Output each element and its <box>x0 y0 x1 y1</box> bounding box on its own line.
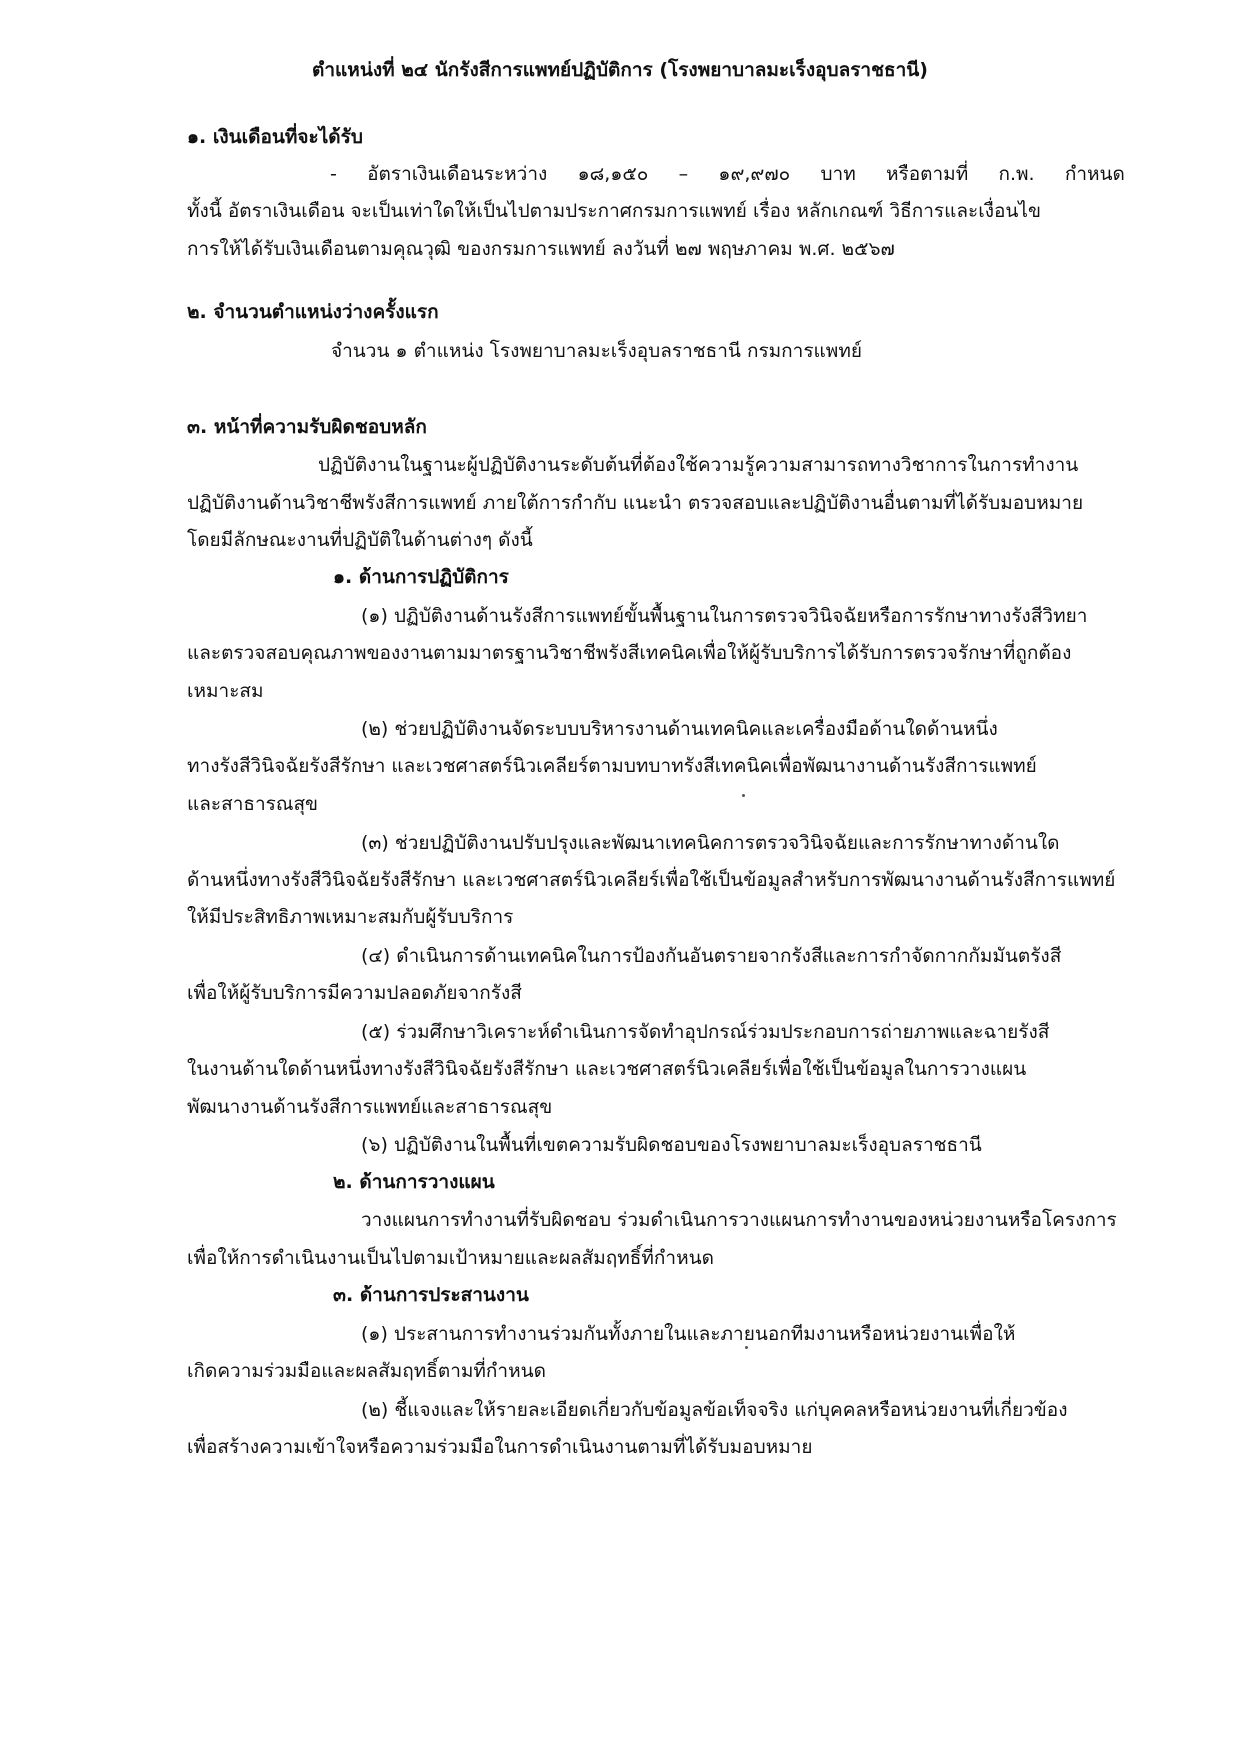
coordination-item: (๒) ชี้แจงและให้รายละเอียดเกี่ยวกับข้อมูลข้อเท็จจริง แก่บุคคลหรือหน่วยงานที่เกี่ยวข้อง <box>361 1399 1068 1421</box>
scan-speck <box>742 794 745 797</box>
operations-item: ในงานด้านใดด้านหนึ่งทางรังสีวินิจฉัยรังสีรักษา และเวชศาสตร์นิวเคลียร์เพื่อใช้เป็นข้อมูลในการวางแผน <box>187 1058 1027 1080</box>
section-2-heading: ๒. จำนวนตำแหน่งว่างครั้งแรก <box>187 301 439 323</box>
operations-item: (๖) ปฏิบัติงานในพื้นที่เขตความรับผิดชอบของโรงพยาบาลมะเร็งอุบลราชธานี <box>361 1134 982 1156</box>
operations-item: (๒) ช่วยปฏิบัติงานจัดระบบบริหารงานด้านเทคนิคและเครื่องมือด้านใดด้านหนึ่ง <box>361 718 998 740</box>
salary-text-line: การให้ได้รับเงินเดือนตามคุณวุฒิ ของกรมการแพทย์ ลงวันที่ ๒๗ พฤษภาคม พ.ศ. ๒๕๖๗ <box>187 238 895 260</box>
operations-item: พัฒนางานด้านรังสีการแพทย์และสาธารณสุข <box>187 1096 553 1118</box>
salary-range-line: - อัตราเงินเดือนระหว่าง ๑๘,๑๕๐ – ๑๙,๙๗๐ บาท หรือตามที่ ก.พ. กำหนด <box>330 163 1125 185</box>
coordination-item: เพื่อสร้างความเข้าใจหรือความร่วมมือในการดำเนินงานตามที่ได้รับมอบหมาย <box>187 1436 813 1458</box>
operations-item: ทางรังสีวินิจฉัยรังสีรักษา และเวชศาสตร์นิวเคลียร์ตามบทบาทรังสีเทคนิคเพื่อพัฒนางานด้านรังสีการแพทย์ <box>187 755 1037 777</box>
duties-intro-line: ปฏิบัติงานด้านวิชาชีพรังสีการแพทย์ ภายใต้การกำกับ แนะนำ ตรวจสอบและปฏิบัติงานอื่นตามที่ได้รับมอบหมาย <box>187 492 1084 514</box>
coordination-item: (๑) ประสานการทำงานร่วมกันทั้งภายในและภายนอกทีมงานหรือหน่วยงานเพื่อให้ <box>361 1323 1016 1345</box>
section-1-heading: ๑. เงินเดือนที่จะได้รับ <box>187 126 363 148</box>
page-title: ตำแหน่งที่ ๒๔ นักรังสีการแพทย์ปฏิบัติการ (โรงพยาบาลมะเร็งอุบลราชธานี) <box>312 59 928 81</box>
operations-item: (๔) ดำเนินการด้านเทคนิคในการป้องกันอันตรายจากรังสีและการกำจัดกากกัมมันตรังสี <box>361 945 1062 967</box>
duties-intro-line: ปฏิบัติงานในฐานะผู้ปฏิบัติงานระดับต้นที่ต้องใช้ความรู้ความสามารถทางวิชาการในการทำงาน <box>318 454 1079 476</box>
vacancy-count-line: จำนวน ๑ ตำแหน่ง โรงพยาบาลมะเร็งอุบลราชธานี กรมการแพทย์ <box>331 340 862 362</box>
planning-text: เพื่อให้การดำเนินงานเป็นไปตามเป้าหมายและผลสัมฤทธิ์ที่กำหนด <box>187 1247 714 1269</box>
coordination-item: เกิดความร่วมมือและผลสัมฤทธิ์ตามที่กำหนด <box>187 1360 546 1382</box>
operations-item: เพื่อให้ผู้รับบริการมีความปลอดภัยจากรังสี <box>187 982 522 1004</box>
planning-text: วางแผนการทำงานที่รับผิดชอบ ร่วมดำเนินการวางแผนการทำงานของหน่วยงานหรือโครงการ <box>361 1209 1117 1231</box>
operations-item: เหมาะสม <box>187 680 264 702</box>
scan-speck <box>745 1346 748 1349</box>
operations-item: (๕) ร่วมศึกษาวิเคราะห์ดำเนินการจัดทำอุปกรณ์ร่วมประกอบการถ่ายภาพและฉายรังสี <box>361 1021 1050 1043</box>
duties-intro-line: โดยมีลักษณะงานที่ปฏิบัติในด้านต่างๆ ดังนี้ <box>187 529 533 551</box>
operations-heading: ๑. ด้านการปฏิบัติการ <box>333 566 509 588</box>
operations-item: (๑) ปฏิบัติงานด้านรังสีการแพทย์ขั้นพื้นฐานในการตรวจวินิจฉัยหรือการรักษาทางรังสีวิทยา <box>361 605 1088 627</box>
operations-item: ด้านหนึ่งทางรังสีวินิจฉัยรังสีรักษา และเวชศาสตร์นิวเคลียร์เพื่อใช้เป็นข้อมูลสำหรับการพัฒนางานด้านรังสีการแพทย์ <box>187 869 1116 891</box>
operations-item: และสาธารณสุข <box>187 793 319 815</box>
salary-text-line: ทั้งนี้ อัตราเงินเดือน จะเป็นเท่าใดให้เป็นไปตามประกาศกรมการแพทย์ เรื่อง หลักเกณฑ์ วิธีการและเงื่อนไข <box>187 200 1041 222</box>
coordination-heading: ๓. ด้านการประสานงาน <box>333 1284 529 1306</box>
operations-item: (๓) ช่วยปฏิบัติงานปรับปรุงและพัฒนาเทคนิคการตรวจวินิจฉัยและการรักษาทางด้านใด <box>361 832 1060 854</box>
operations-item: ให้มีประสิทธิภาพเหมาะสมกับผู้รับบริการ <box>187 906 514 928</box>
operations-item: และตรวจสอบคุณภาพของงานตามมาตรฐานวิชาชีพรังสีเทคนิคเพื่อให้ผู้รับบริการได้รับการตรวจรักษาที่ถูกต้อง <box>187 642 1072 664</box>
section-3-heading: ๓. หน้าที่ความรับผิดชอบหลัก <box>187 416 427 438</box>
planning-heading: ๒. ด้านการวางแผน <box>333 1171 495 1193</box>
